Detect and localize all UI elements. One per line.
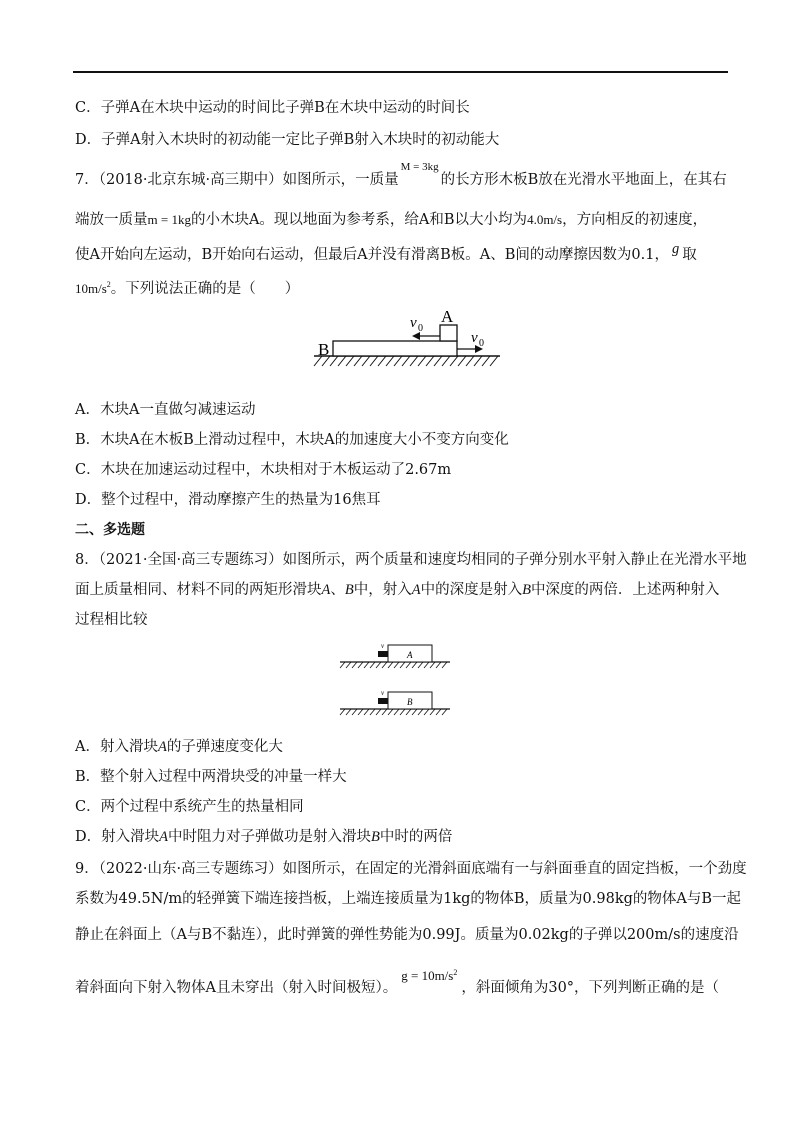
q9-stem-line-2: 系数为49.5N/m的轻弹簧下端连接挡板，上端连接质量为1kg的物体B，质量为0.98kg的物体A与B一起	[75, 891, 742, 907]
q7-option-d[interactable]: D．整个过程中，滑动摩擦产生的热量为16焦耳	[75, 492, 381, 508]
v0-right-symbol: v	[471, 330, 478, 346]
q8-stem-line-1: 8．（2021·全国·高三专题练习）如图所示，两个质量和速度均相同的子弹分别水平射入静止在光滑水平地	[75, 552, 747, 568]
q8-option-text: D．射入滑块	[75, 829, 160, 845]
q7-stem-text: 。下列说法正确的是（ ）	[110, 280, 300, 297]
q8-option-text: 的子弹速度变化大	[166, 739, 283, 755]
q6-option-d[interactable]: D．子弹A射入木块时的初动能一定比子弹B射入木块时的初动能大	[75, 132, 500, 148]
q8-option-text: A．射入滑块	[75, 739, 158, 755]
q7-stem-text: 端放一质量	[75, 212, 148, 228]
v0-left-symbol: v	[410, 315, 417, 331]
q8-symbol-b: B	[371, 829, 380, 845]
v0-right-sub: 0	[479, 338, 484, 349]
q8-option-d[interactable]	[75, 827, 452, 847]
q9-stem-text: ，斜面倾角为30°，下列判断正确的是（	[461, 980, 720, 996]
slider-b-label: B	[407, 697, 413, 707]
q9-stem-text: 着斜面向下射入物体A且未穿出（射入时间极短）。	[75, 980, 398, 996]
q8-figure	[338, 638, 458, 718]
q8-symbol-b: B	[344, 582, 354, 598]
q7-g-value: 10m/s	[75, 280, 107, 296]
q8-symbol-a: A	[157, 739, 167, 755]
block-a	[440, 325, 457, 341]
bullet-a	[378, 651, 388, 657]
ground-hatch-a	[340, 662, 447, 668]
q9-stem-line-1: 9．（2022·山东·高三专题练习）如图所示，在固定的光滑斜面底端有一与斜面垂直的固定挡板，一个劲度	[75, 861, 747, 877]
q7-stem-text: 使A开始向左运动，B开始向右运动，但最后A并没有滑离B板。A、B间的动摩擦因数为0.1，	[75, 247, 669, 263]
board-b	[333, 341, 457, 356]
section-heading: 二、多选题	[75, 522, 145, 538]
q7-stem-line-2	[75, 210, 707, 230]
q8-stem-line-2	[75, 580, 719, 600]
q7-mass-M: M = 3kg	[400, 161, 439, 173]
q8-option-c[interactable]: C．两个过程中系统产生的热量相同	[75, 799, 304, 815]
q7-figure	[300, 300, 520, 372]
q9-g-formula	[397, 969, 461, 983]
q6-option-c[interactable]: C．子弹A在木块中运动的时间比子弹B在木块中运动的时间长	[75, 100, 470, 116]
q8-option-text: 中时阻力对子弹做功是射入滑块	[168, 829, 371, 845]
header-rule	[73, 71, 728, 73]
q7-mass-m: m = 1kg	[147, 212, 191, 227]
bullet-b-v: v	[381, 689, 385, 697]
q9-stem-line-4	[75, 968, 720, 998]
ground-hatch-b	[340, 709, 447, 715]
q7-stem-text: 取	[682, 247, 697, 263]
q8-symbol-a: A	[159, 829, 168, 845]
slider-a-label: A	[407, 650, 413, 660]
q7-stem-text: 的小木块A。现以地面为参考系，给A和B以大小均为	[190, 212, 528, 228]
q7-option-c[interactable]: C．木块在加速运动过程中，木块相对于木板运动了2.67m	[75, 462, 452, 478]
q7-stem-line-4	[75, 275, 299, 299]
label-b: B	[318, 340, 330, 359]
q7-stem-line-1	[75, 161, 727, 191]
q9-g-value: g = 10m/s	[401, 968, 454, 983]
ground-hatch	[314, 356, 498, 366]
q8-symbol-a: A	[321, 582, 331, 598]
q7-speed: 4.0m/s	[527, 212, 563, 227]
q7-option-a[interactable]: A．木块A一直做匀减速运动	[75, 402, 256, 418]
bullet-a-v: v	[381, 642, 385, 650]
v0-left-sub: 0	[418, 323, 423, 334]
q8-symbol-b: B	[522, 582, 531, 598]
q8-stem-text: 面上质量相同、材料不同的两矩形滑块	[75, 582, 322, 598]
bullet-b	[378, 698, 388, 704]
q7-stem-text: ，方向相反的初速度，	[562, 212, 708, 228]
q8-stem-text: 中深度的两倍．上述两种射入	[530, 582, 720, 598]
q8-option-text: 中时的两倍	[379, 829, 453, 845]
q8-option-a[interactable]	[75, 737, 283, 757]
label-a: A	[441, 307, 454, 326]
q7-g-exponent: 2	[106, 280, 111, 289]
q7-option-b[interactable]: B．木块A在木板B上滑动过程中，木块A的加速度大小不变方向变化	[75, 432, 509, 448]
q8-stem-text: 中的深度是射入	[420, 582, 523, 598]
q7-stem-text: 7．（2018·北京东城·高三期中）如图所示，一质量	[75, 172, 399, 188]
q7-stem-line-3	[75, 241, 697, 265]
q7-stem-text: 的长方形木板B放在光滑水平地面上，在其右	[440, 172, 727, 188]
q8-stem-line-3: 过程相比较	[75, 612, 148, 628]
q8-option-b[interactable]: B．整个射入过程中两滑块受的冲量一样大	[75, 769, 347, 785]
q7-g-symbol: g	[671, 241, 680, 257]
q8-stem-text: 中，射入	[353, 582, 412, 598]
q9-stem-line-3: 静止在斜面上（A与B不黏连），此时弹簧的弹性势能为0.99J。质量为0.02kg的子弹以200m/s的速度沿	[75, 927, 739, 943]
q8-symbol-a: A	[411, 582, 421, 598]
q8-stem-text: 、	[330, 582, 345, 598]
q9-g-exponent: 2	[453, 968, 458, 977]
